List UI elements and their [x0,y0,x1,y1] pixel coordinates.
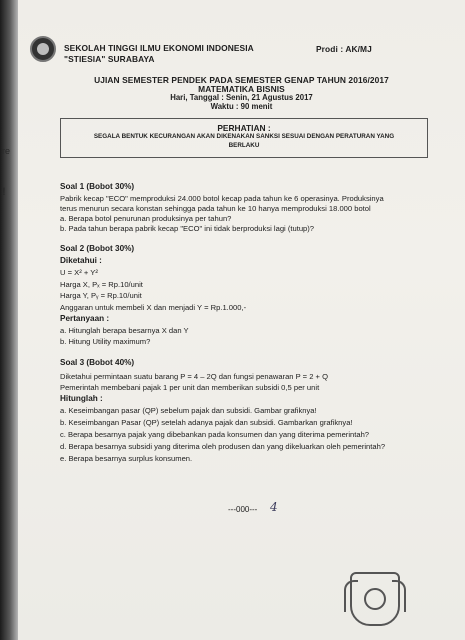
soal-3-question-d: d. Berapa besarnya subsidi yang diterima oleh produsen dan yang dikeluarkan oleh pemerintah? [60,442,386,451]
soal-2-question-a: a. Hitunglah berapa besarnya X dan Y [60,326,189,335]
exam-date: Hari, Tanggal : Senin, 21 Agustus 2017 [170,93,313,102]
exam-title: UJIAN SEMESTER PENDEK PADA SEMESTER GENAP TAHUN 2016/2017 [94,75,389,85]
soal-1-question-b: b. Pada tahun berapa pabrik kecap "ECO" ini tidak berproduksi lagi (tutup)? [60,224,315,233]
margin-mark-exclamation: ! [2,186,6,198]
exam-time: Waktu : 90 menit [210,102,273,111]
official-stamp-icon [350,572,400,626]
soal-3-question-e: e. Berapa besarnya surplus konsumen. [60,454,193,463]
soal-2-price-y: Harga Y, Pᵧ = Rp.10/unit [60,291,142,300]
prodi-label: Prodi : AK/MJ [316,44,372,54]
soal-2-price-x: Harga X, Pₓ = Rp.10/unit [60,280,143,289]
scan-left-edge [0,0,18,640]
soal-2-title: Soal 2 (Bobot 30%) [60,244,135,253]
exam-subject: MATEMATIKA BISNIS [198,84,285,94]
margin-mark-re: re [2,146,11,156]
soal-3-question-a: a. Keseimbangan pasar (QP) sebelum pajak dan subsidi. Gambar grafiknya! [60,406,317,415]
soal-1-title: Soal 1 (Bobot 30%) [60,182,135,191]
soal-3-question-c: c. Berapa besarnya pajak yang dibebankan pada konsumen dan yang diterima pemerintah? [60,430,370,439]
soal-1-line: Pabrik kecap "ECO" memproduksi 24.000 botol kecap pada tahun ke 6 operasinya. Produksinya [60,194,384,203]
soal-2-diketahui: Diketahui : [60,256,102,265]
notice-box [60,118,428,158]
end-marker: ---000--- [228,505,258,514]
soal-3-hitunglah: Hitunglah : [60,394,103,403]
notice-line-1: SEGALA BENTUK KECURANGAN AKAN DIKENAKAN SANKSI SESUAI DENGAN PERATURAN YANG [93,133,395,140]
notice-title: PERHATIAN : [217,123,271,133]
soal-2-question-b: b. Hitung Utility maximum? [60,337,151,346]
soal-1-question-a: a. Berapa botol penurunan produksinya per tahun? [60,214,232,223]
soal-2-utility-function: U = X² + Y² [60,268,98,277]
institution-short: "STIESIA" SURABAYA [64,54,155,64]
soal-3-line: Diketahui permintaan suatu barang P = 4 – 2Q dan fungsi penawaran P = 2 + Q [60,372,329,381]
soal-2-budget: Anggaran untuk membeli X dan menjadi Y = Rp.1.000,- [60,303,247,312]
soal-3-question-b: b. Keseimbangan Pasar (QP) setelah adanya pajak dan subsidi. Gambarkan grafiknya! [60,418,353,427]
institution-name: SEKOLAH TINGGI ILMU EKONOMI INDONESIA [64,43,254,53]
soal-1-line: terus menurun secara konstan sehingga pada tahun ke 10 hanya memproduksi 18.000 botol [60,204,371,213]
soal-2-pertanyaan: Pertanyaan : [60,314,110,323]
notice-line-2: BERLAKU [228,142,260,149]
handwritten-page-number: 4 [270,500,278,514]
soal-3-title: Soal 3 (Bobot 40%) [60,358,135,367]
soal-3-line: Pemerintah membebani pajak 1 per unit dan memberikan subsidi 0,5 per unit [60,383,320,392]
stiesia-logo-icon [30,36,56,62]
